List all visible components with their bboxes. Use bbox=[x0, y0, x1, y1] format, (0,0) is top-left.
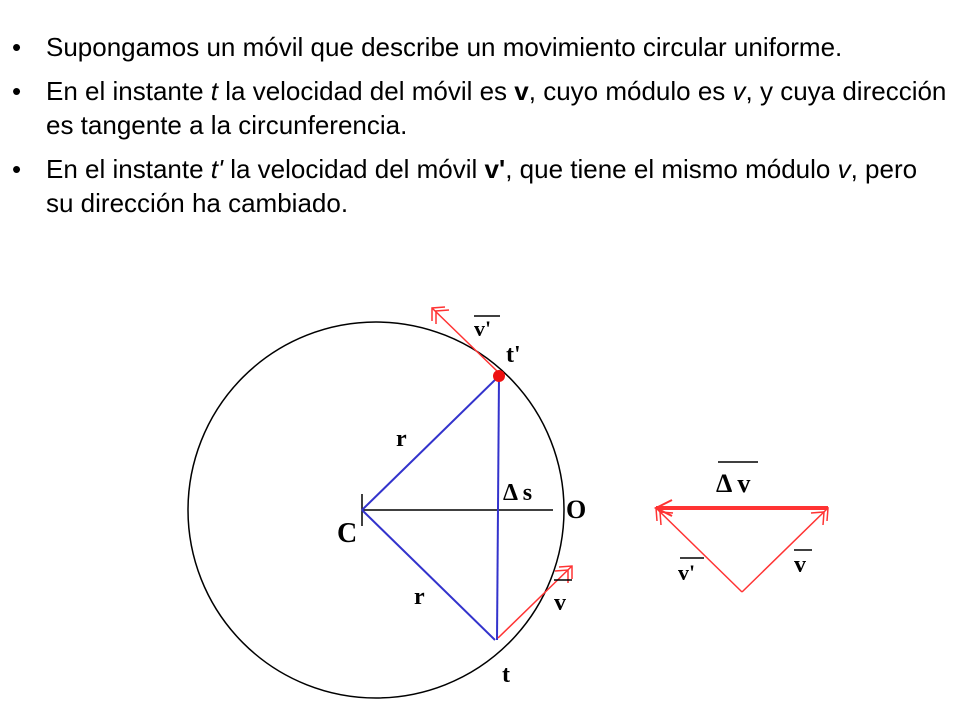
label-velocity-bottom: v bbox=[554, 590, 566, 616]
label-arc-delta-s: Δ s bbox=[503, 480, 533, 506]
bullet-text-part: v bbox=[837, 154, 851, 184]
bullet-text-part: En el instante bbox=[46, 76, 211, 106]
bullet-dot: • bbox=[12, 154, 22, 184]
bullet-text-part: , pero su dirección ha cambiado. bbox=[46, 154, 918, 218]
label-delta-v: Δ v bbox=[716, 469, 751, 498]
bullet-text-part: , que tiene el mismo módulo bbox=[505, 154, 838, 184]
bullet-text-part: En el instante bbox=[46, 154, 211, 184]
bullet-text-part: la velocidad del móvil bbox=[222, 154, 485, 184]
label-velocity-top: v' bbox=[474, 316, 492, 341]
label-radius-bottom: r bbox=[414, 584, 425, 610]
label-triangle-v: v bbox=[794, 552, 806, 578]
chord-delta-s bbox=[497, 376, 499, 640]
label-point-o: O bbox=[566, 495, 587, 524]
bullet-dot: • bbox=[12, 76, 22, 106]
radius-top bbox=[362, 376, 499, 510]
triangle-v-prime bbox=[656, 508, 742, 592]
bullet-text-part: v bbox=[732, 76, 746, 106]
bullet-text-part: , cuyo módulo es bbox=[528, 76, 733, 106]
position-point-top bbox=[493, 370, 505, 382]
label-time-bottom: t bbox=[502, 662, 510, 688]
triangle-v bbox=[742, 508, 828, 592]
bullet-text-part: t bbox=[210, 76, 219, 106]
bullet-text-part: t' bbox=[210, 154, 223, 184]
bullet-text-part: la velocidad del móvil es bbox=[218, 76, 515, 106]
label-time-top: t' bbox=[506, 342, 521, 368]
bullet-text-part: v' bbox=[484, 154, 506, 184]
vector-overbars bbox=[474, 316, 812, 580]
label-radius-top: r bbox=[396, 426, 407, 452]
label-center: C bbox=[337, 518, 358, 549]
bullet-text-part: , y cuya dirección es tangente a la circunferencia. bbox=[46, 76, 947, 140]
bullet-dot: • bbox=[12, 32, 22, 62]
label-triangle-v-prime: v' bbox=[678, 560, 696, 585]
bullet-text-part: Supongamos un móvil que describe un movimiento circular uniforme. bbox=[46, 32, 843, 62]
bullet-text-part: v bbox=[514, 76, 529, 106]
radius-bottom bbox=[362, 510, 495, 640]
